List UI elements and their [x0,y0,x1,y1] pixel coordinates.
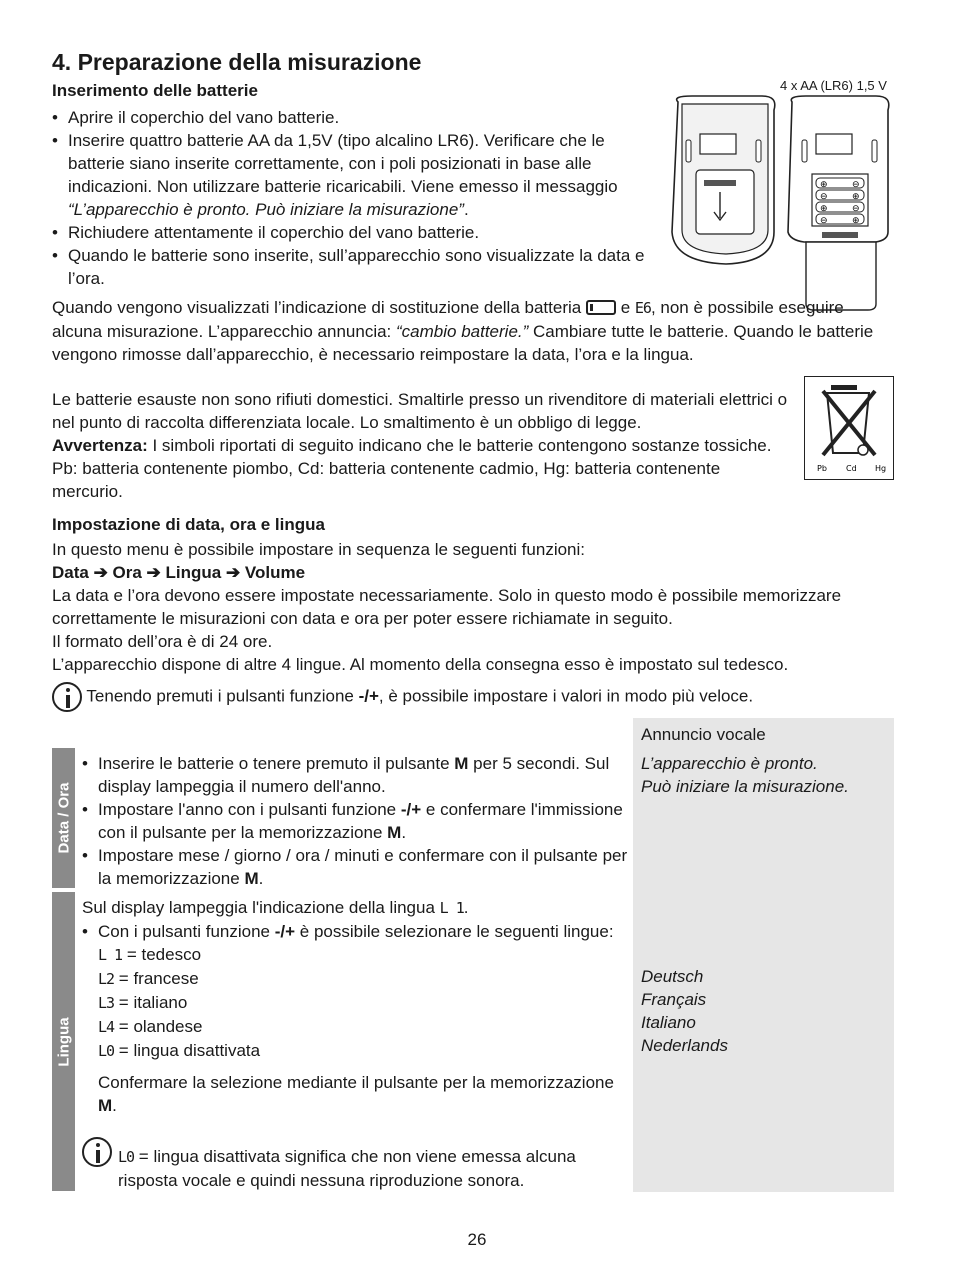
language-item: L0 = lingua disattivata [98,1041,261,1060]
language-item: L 1 = tedesco [98,945,202,964]
language-item: L3 = italiano [98,993,188,1012]
function-sequence: Data ➔ Ora ➔ Lingua ➔ Volume [52,563,306,582]
section-subtitle-date-time: Impostazione di data, ora e lingua [52,515,325,534]
svg-text:⊖: ⊖ [820,216,828,226]
svg-text:⊕: ⊕ [852,216,860,226]
battery-bullet-list [52,106,652,290]
list-item: • Inserire le batterie o tenere premuto il pulsante M per 5 secondi. Sul display lampeggia il numero dell'anno. [82,752,628,798]
figure-label: 4 x AA (LR6) 1,5 V [780,78,887,93]
bin-label-pb: Pb [817,464,827,473]
svg-text:⊖: ⊖ [852,180,860,190]
list-item: • Impostare mese / giorno / ora / minuti e confermare con il pulsante per la memorizzazione M. [82,844,628,890]
list-item: • Con i pulsanti funzione -/+ è possibile selezionare le seguenti lingue: [82,920,628,943]
page-number: 26 [467,1230,487,1249]
row-label-language: Lingua [52,892,75,1191]
battery-replacement-paragraph: Quando vengono visualizzati l’indicazione di sostituzione della batteria e E6, non è possibile eseguire alcuna misurazione. L’apparecchio annuncia: “cambio batterie.” Cambiare tutte le batterie. Quando le batterie vengono rimosse dall’apparecchio, è necessario reimpostare la data, l’ora e la lingua. [52,298,874,364]
voice-ready: L’apparecchio è pronto. Può iniziare la misurazione. [641,754,849,796]
svg-text:⊕: ⊕ [820,180,828,190]
language-note: L0 = lingua disattivata significa che non viene emessa alcuna risposta vocale e quindi nessuna riproduzione sonora. [118,1147,576,1190]
svg-text:⊖: ⊖ [820,192,828,202]
tip-line: Tenendo premuti i pulsanti funzione -/+, è possibile impostare i valori in modo più veloce. [52,682,753,712]
list-item: • Inserire quattro batterie AA da 1,5V (tipo alcalino LR6). Verificare che le batterie siano inserite correttamente, con i poli posizionati in base alle indicazioni. Non utilizzare batterie ricaricabili. Viene emesso il messaggio “L’apparecchio è pronto. Può iniziare la misurazione”. [52,129,652,221]
list-item: • Impostare l'anno con i pulsanti funzione -/+ e confermare l'immissione con il pulsante per la memorizzazione M. [82,798,628,844]
list-item: • Richiudere attentamente il coperchio del vano batterie. [52,221,652,244]
row-label-date-time: Data / Ora [52,748,75,888]
bin-label-hg: Hg [875,464,887,473]
language-instructions: Sul display lampeggia l'indicazione della lingua L 1. • Con i pulsanti funzione -/+ è possibile selezionare le seguenti lingue: L 1 = tedesco L2 = francese L3 = italiano L4 = olandese L0 = lingua disattivata Confermare la selezione mediante il pulsante per la memorizzazione M. [82,896,628,1117]
language-list [82,943,628,1117]
crossed-bin-icon [804,376,894,480]
svg-text:⊖: ⊖ [852,204,860,214]
bin-label-cd: Cd [846,464,857,473]
confirm-instruction: Confermare la selezione mediante il pulsante per la memorizzazione M. [98,1073,614,1115]
date-time-paragraph: La data e l’ora devono essere impostate necessariamente. Solo in questo modo è possibile memorizzare correttamente le misurazioni con data e ora per poter essere richiamate in seguito. Il formato dell’ora è di 24 ore. L’apparecchio dispone di altre 4 lingue. Al momento della consegna esso è impostato sul tedesco. [52,586,842,674]
voice-column-header: Annuncio vocale [641,725,766,744]
section-subtitle-batteries: Inserimento delle batterie [52,81,258,100]
info-icon [82,1137,112,1167]
page-title: 4. Preparazione della misurazione [52,49,422,75]
svg-text:⊕: ⊕ [820,204,828,214]
svg-text:⊕: ⊕ [852,192,860,202]
disposal-paragraph: Le batterie esauste non sono rifiuti domestici. Smaltirle presso un rivenditore di materiali elettrici o nel punto di raccolta differenziata locale. Lo smaltimento è un obbligo di legge. Avvertenza: I simboli riportati di seguito indicano che le batterie contengono sostanze tossiche. Pb: batteria contenente piombo, Cd: batteria contenente cadmio, Hg: batteria contenente mercurio. [52,390,788,501]
section-intro: In questo menu è possibile impostare in sequenza le seguenti funzioni: [52,540,586,559]
info-icon [52,682,82,712]
list-item: • Quando le batterie sono inserite, sull’apparecchio sono visualizzate la data e l’ora. [52,244,652,290]
list-item: • Aprire il coperchio del vano batterie. [52,106,652,129]
voice-language-list: Deutsch Français Italiano Nederlands [641,967,728,1055]
language-item: L4 = olandese [98,1017,203,1036]
language-item: L2 = francese [98,969,199,988]
battery-compartment-illustration [664,92,898,314]
battery-low-icon [586,300,616,315]
date-time-instructions [82,752,628,890]
